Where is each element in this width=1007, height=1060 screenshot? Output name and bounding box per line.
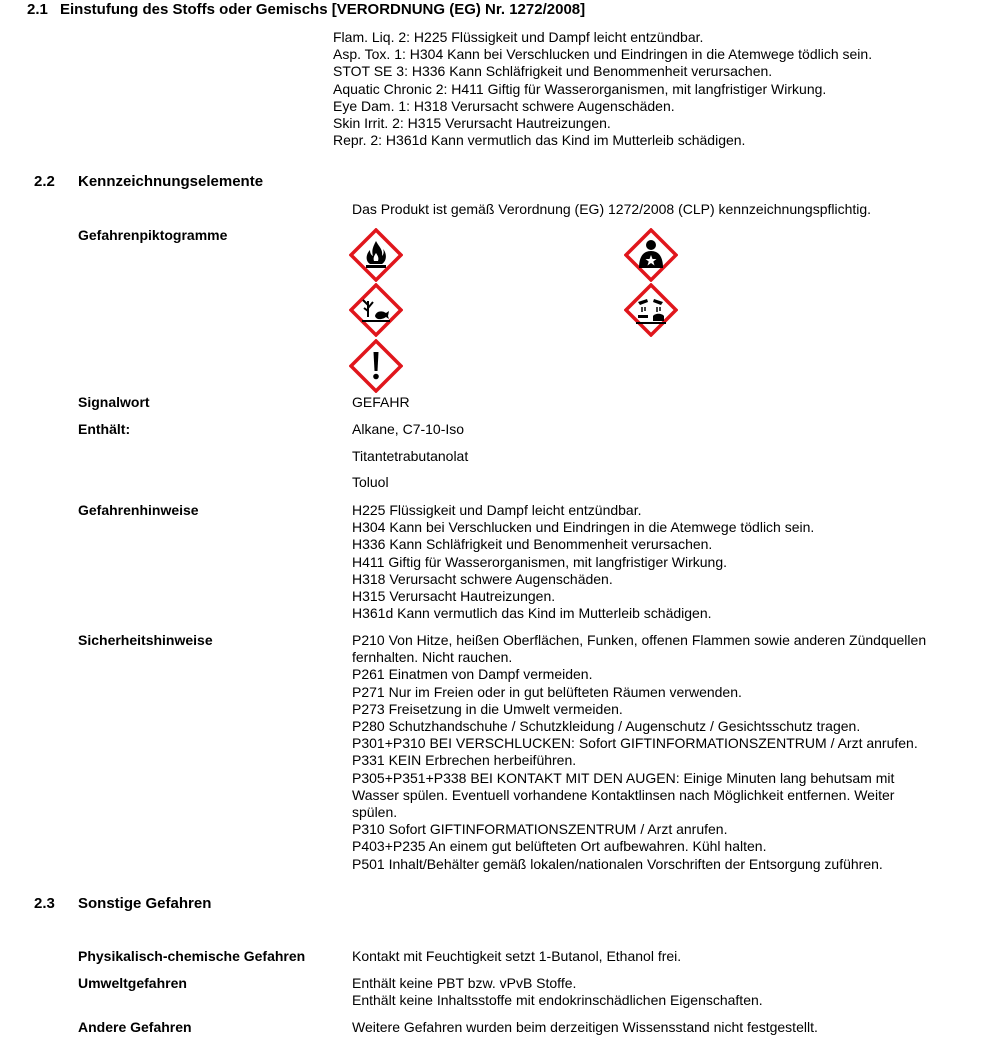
section-2-2-number: 2.2 (34, 173, 55, 190)
labelling-intro: Das Produkt ist gemäß Verordnung (EG) 1272/2008 (CLP) kennzeichnungspflichtig. (352, 201, 872, 217)
precautionary-statement: P271 Nur im Freien oder in gut belüfteten Räumen verwenden. (352, 683, 742, 700)
hazard-statements-label: Gefahrenhinweise (78, 502, 199, 518)
precautionary-statements-list (352, 632, 926, 873)
precautionary-statement: P261 Einatmen von Dampf vermeiden. (352, 666, 593, 683)
physchem-hazards-value: Kontakt mit Feuchtigkeit setzt 1-Butanol, Ethanol frei. (352, 948, 682, 964)
precautionary-statement: P305+P351+P338 BEI KONTAKT MIT DEN AUGEN: Einige Minuten lang behutsam mit (352, 769, 895, 786)
classification-line: Aquatic Chronic 2: H411 Giftig für Wasserorganismen, mit langfristiger Wirkung. (333, 80, 827, 97)
classification-line: Repr. 2: H361d Kann vermutlich das Kind im Mutterleib schädigen. (333, 132, 746, 149)
precautionary-statement: spülen. (352, 804, 398, 821)
physchem-hazards-label: Physikalisch-chemische Gefahren (78, 948, 306, 964)
contains-item: Toluol (352, 474, 389, 490)
classification-line: Eye Dam. 1: H318 Verursacht schwere Augenschäden. (333, 97, 675, 114)
corrosion-icon (624, 283, 678, 337)
flame-icon (349, 228, 403, 282)
other-hazards-label: Andere Gefahren (78, 1019, 192, 1035)
environmental-hazard-line: Enthält keine PBT bzw. vPvB Stoffe. (352, 975, 577, 991)
section-2-2-title: Kennzeichnungselemente (78, 173, 264, 190)
hazard-statement: H336 Kann Schläfrigkeit und Benommenheit verursachen. (352, 536, 713, 553)
classification-line: Flam. Liq. 2: H225 Flüssigkeit und Dampf leicht entzündbar. (333, 29, 704, 45)
precautionary-statement: fernhalten. Nicht rauchen. (352, 649, 513, 666)
precautionary-statement: P310 Sofort GIFTINFORMATIONSZENTRUM / Arzt anrufen. (352, 821, 728, 838)
precautionary-statement: P301+P310 BEI VERSCHLUCKEN: Sofort GIFTINFORMATIONSZENTRUM / Arzt anrufen. (352, 735, 918, 752)
precautionary-statement: P273 Freisetzung in die Umwelt vermeiden. (352, 700, 623, 717)
classification-line: Skin Irrit. 2: H315 Verursacht Hautreizungen. (333, 115, 611, 132)
hazard-statement: H225 Flüssigkeit und Dampf leicht entzündbar. (352, 502, 642, 518)
classification-list (333, 29, 872, 149)
pictograms-label: Gefahrenpiktogramme (78, 227, 228, 243)
precautionary-statement: Wasser spülen. Eventuell vorhandene Kontaktlinsen nach Möglichkeit entfernen. Weiter (352, 786, 895, 803)
section-2-3-title: Sonstige Gefahren (78, 895, 212, 912)
precautionary-statement: P403+P235 An einem gut belüfteten Ort aufbewahren. Kühl halten. (352, 838, 767, 855)
hazard-statement: H304 Kann bei Verschlucken und Eindringen in die Atemwege tödlich sein. (352, 519, 815, 536)
signal-word-label: Signalwort (78, 394, 150, 410)
section-2-1-number: 2.1 (27, 1, 48, 18)
hazard-statement: H315 Verursacht Hautreizungen. (352, 588, 556, 605)
classification-line: STOT SE 3: H336 Kann Schläfrigkeit und Benommenheit verursachen. (333, 63, 773, 80)
hazard-statements-list (352, 502, 814, 622)
classification-line: Asp. Tox. 1: H304 Kann bei Verschlucken und Eindringen in die Atemwege tödlich sein. (333, 46, 873, 63)
precautionary-statements-label: Sicherheitshinweise (78, 632, 213, 648)
precautionary-statement: P210 Von Hitze, heißen Oberflächen, Funken, offenen Flammen sowie anderen Zündquellen (352, 632, 927, 648)
other-hazards-value: Weitere Gefahren wurden beim derzeitigen Wissensstand nicht festgestellt. (352, 1019, 818, 1035)
exclamation-icon (349, 339, 403, 393)
hazard-statement: H318 Verursacht schwere Augenschäden. (352, 570, 613, 587)
hazard-statement: H411 Giftig für Wasserorganismen, mit langfristiger Wirkung. (352, 553, 728, 570)
contains-label: Enthält: (78, 421, 131, 437)
hazard-statement: H361d Kann vermutlich das Kind im Mutterleib schädigen. (352, 605, 712, 622)
contains-item: Alkane, C7-10-Iso (352, 421, 465, 437)
precautionary-statement: P280 Schutzhandschuhe / Schutzkleidung / Augenschutz / Gesichtsschutz tragen. (352, 718, 861, 735)
health-hazard-icon (624, 228, 678, 282)
section-2-1-title: Einstufung des Stoffs oder Gemischs [VERORDNUNG (EG) Nr. 1272/2008] (60, 1, 586, 18)
environment-icon (349, 283, 403, 337)
environmental-hazard-line: Enthält keine Inhaltsstoffe mit endokrinschädlichen Eigenschaften. (352, 992, 763, 1009)
signal-word-value: GEFAHR (352, 394, 410, 410)
precautionary-statement: P331 KEIN Erbrechen herbeiführen. (352, 752, 577, 769)
precautionary-statement: P501 Inhalt/Behälter gemäß lokalen/nationalen Vorschriften der Entsorgung zuführen. (352, 855, 883, 872)
section-2-3-number: 2.3 (34, 895, 55, 912)
environmental-hazards-list (352, 975, 763, 1009)
environmental-hazards-label: Umweltgefahren (78, 975, 187, 991)
contains-item: Titantetrabutanolat (352, 448, 469, 464)
